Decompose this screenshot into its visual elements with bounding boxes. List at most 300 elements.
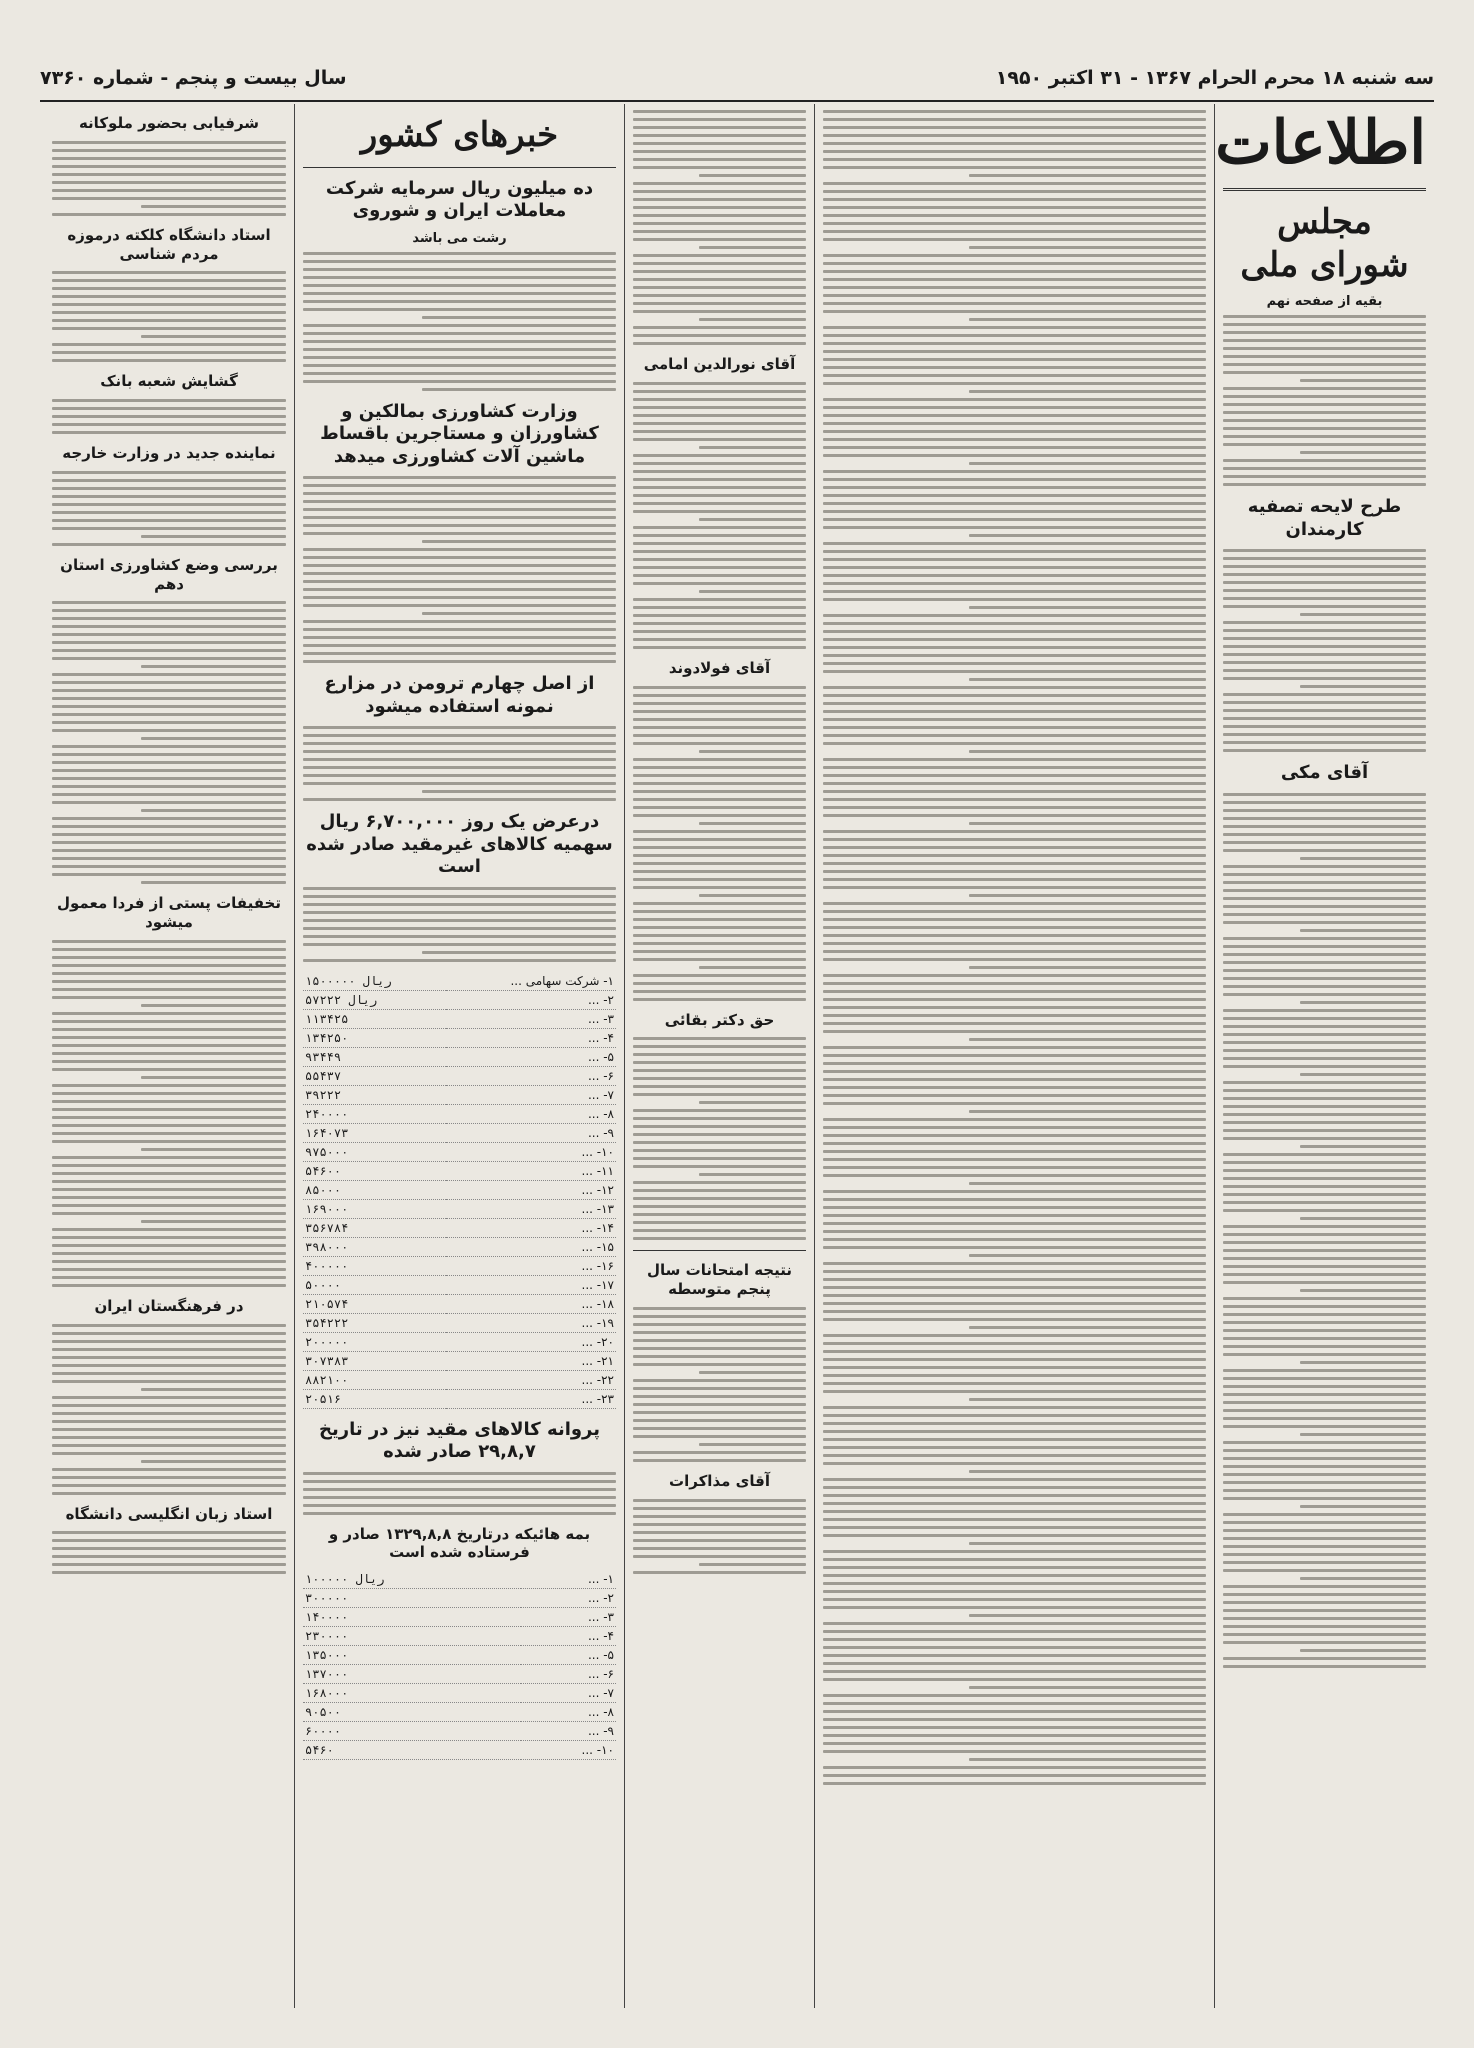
text-line: [823, 1238, 1206, 1241]
text-line: [633, 1499, 806, 1502]
text-line: [823, 262, 1206, 265]
text-line: [1223, 669, 1426, 672]
text-line: [823, 286, 1206, 289]
text-line: [823, 294, 1206, 297]
text-line: [1223, 905, 1426, 908]
text-line: [823, 974, 1206, 977]
text-line: [52, 777, 286, 780]
text-line: [1223, 969, 1426, 972]
row-label: ۷- ...: [521, 1684, 616, 1703]
article-body: [633, 1307, 806, 1462]
text-line: [823, 1118, 1206, 1121]
text-line: [633, 414, 806, 417]
row-value: ۳۹۸۰۰۰: [303, 1237, 446, 1256]
row-value: ۹۷۵۰۰۰: [303, 1142, 446, 1161]
text-line: [823, 630, 1206, 633]
text-line: [303, 903, 616, 906]
text-line: [141, 1388, 286, 1391]
table-row: [303, 1085, 616, 1104]
text-line: [633, 342, 806, 345]
text-line: [823, 1294, 1206, 1297]
headline-mr-makki: آقای مکی: [1280, 762, 1369, 783]
table-row: [303, 1370, 616, 1389]
text-line: [633, 1539, 806, 1542]
text-line: [1223, 597, 1426, 600]
text-line: [823, 598, 1206, 601]
text-line: [52, 1172, 286, 1175]
text-line: [1223, 467, 1426, 470]
text-line: [52, 181, 286, 184]
text-line: [633, 494, 806, 497]
text-line: [633, 942, 806, 945]
text-line: [823, 1782, 1206, 1785]
table-row: [303, 1199, 616, 1218]
text-line: [823, 1678, 1206, 1681]
row-value: ۳۹۲۲۲: [303, 1085, 446, 1104]
text-line: [52, 407, 286, 410]
divider: [303, 167, 616, 168]
table-row: [303, 1047, 616, 1066]
text-line: [823, 686, 1206, 689]
text-line: [633, 614, 806, 617]
text-line: [1223, 1553, 1426, 1556]
row-label: ۱۳- ...: [446, 1199, 616, 1218]
text-line: [969, 390, 1206, 393]
text-line: [52, 351, 286, 354]
text-line: [633, 886, 806, 889]
text-line: [823, 1174, 1206, 1177]
text-line: [633, 718, 806, 721]
text-line: [52, 343, 286, 346]
text-line: [823, 1606, 1206, 1609]
text-line: [1300, 929, 1426, 932]
headline-agriculture-tenth: بررسی وضع کشاورزی استان دهم: [60, 555, 278, 593]
table-row: [303, 1066, 616, 1085]
text-line: [1223, 1609, 1426, 1612]
row-label: ۲۱- ...: [446, 1351, 616, 1370]
text-line: [823, 582, 1206, 585]
text-line: [823, 1270, 1206, 1273]
text-line: [633, 926, 806, 929]
text-line: [1223, 411, 1426, 414]
text-line: [303, 556, 616, 559]
quota-table: [303, 972, 616, 1409]
row-label: ۶- ...: [446, 1066, 616, 1085]
text-line: [52, 173, 286, 176]
text-line: [823, 1574, 1206, 1577]
text-line: [633, 166, 806, 169]
text-line: [1223, 937, 1426, 940]
text-line: [52, 964, 286, 967]
text-line: [633, 1141, 806, 1144]
text-line: [633, 1523, 806, 1526]
text-line: [969, 1614, 1206, 1617]
text-line: [52, 1060, 286, 1063]
text-line: [1223, 1313, 1426, 1316]
row-label: ۵- ...: [521, 1646, 616, 1665]
text-line: [1223, 1241, 1426, 1244]
text-line: [1223, 841, 1426, 844]
row-value: ۱۳۵۰۰۰: [303, 1646, 521, 1665]
text-line: [303, 911, 616, 914]
row-label: ۱۲- ...: [446, 1180, 616, 1199]
text-line: [141, 737, 286, 740]
text-line: [1223, 1041, 1426, 1044]
text-line: [633, 310, 806, 313]
text-line: [823, 486, 1206, 489]
text-line: [52, 753, 286, 756]
headline-calcutta: استاد دانشگاه کلکته درموزه مردم شناسی: [67, 225, 271, 263]
text-line: [141, 1004, 286, 1007]
text-line: [1223, 1449, 1426, 1452]
text-line: [52, 1092, 286, 1095]
text-line: [633, 1205, 806, 1208]
text-line: [633, 1221, 806, 1224]
text-line: [52, 543, 286, 546]
text-line: [823, 326, 1206, 329]
text-line: [1223, 1465, 1426, 1468]
text-line: [633, 630, 806, 633]
text-line: [303, 919, 616, 922]
text-line: [633, 1157, 806, 1160]
text-line: [823, 886, 1206, 889]
text-line: [303, 636, 616, 639]
text-line: [823, 1718, 1206, 1721]
text-line: [633, 510, 806, 513]
text-line: [633, 998, 806, 1001]
text-line: [52, 1020, 286, 1023]
text-line: [52, 1228, 286, 1231]
table-row: [303, 990, 616, 1009]
text-line: [699, 1563, 806, 1566]
text-line: [823, 454, 1206, 457]
row-label: ۸- ...: [521, 1703, 616, 1722]
text-line: [633, 1197, 806, 1200]
text-line: [1223, 1153, 1426, 1156]
text-line: [633, 974, 806, 977]
text-line: [823, 1558, 1206, 1561]
text-line: [633, 814, 806, 817]
headline-point-four: از اصل چهارم ترومن در مزارع نمونه استفاده میشود: [324, 673, 595, 717]
column-continuation: [814, 104, 1214, 2008]
text-line: [52, 1260, 286, 1263]
text-line: [52, 423, 286, 426]
table-row: [303, 1389, 616, 1408]
text-line: [1300, 1505, 1426, 1508]
table-row: [303, 1722, 616, 1741]
row-value: ۱۵۰۰۰۰۰ ریال: [303, 972, 446, 991]
text-line: [823, 366, 1206, 369]
text-line: [1223, 1585, 1426, 1588]
text-line: [633, 406, 806, 409]
row-value: ۱۶۴۰۷۳: [303, 1123, 446, 1142]
text-line: [1223, 1009, 1426, 1012]
text-line: [969, 1254, 1206, 1257]
text-line: [969, 678, 1206, 681]
article-body: [303, 1472, 616, 1515]
text-line: [823, 206, 1206, 209]
headline-trade-company: ده میلیون ریال سرمایه شرکت معاملات ایران و شوروی: [325, 177, 594, 221]
text-line: [52, 519, 286, 522]
article-body: [633, 1499, 806, 1574]
row-value: ۱۳۴۲۵۰: [303, 1028, 446, 1047]
text-line: [1223, 1545, 1426, 1548]
text-line: [1223, 1321, 1426, 1324]
text-line: [823, 222, 1206, 225]
text-line: [823, 798, 1206, 801]
text-line: [141, 881, 286, 884]
text-line: [823, 1534, 1206, 1537]
row-label: ۳- ...: [521, 1608, 616, 1627]
text-line: [1223, 993, 1426, 996]
text-line: [823, 502, 1206, 505]
text-line: [823, 862, 1206, 865]
text-line: [823, 830, 1206, 833]
text-line: [823, 574, 1206, 577]
text-line: [52, 1188, 286, 1191]
row-value: ۸۵۰۰۰: [303, 1180, 446, 1199]
text-line: [823, 838, 1206, 841]
text-line: [823, 1750, 1206, 1753]
text-line: [52, 1340, 286, 1343]
text-line: [633, 286, 806, 289]
text-line: [52, 689, 286, 692]
text-line: [823, 1734, 1206, 1737]
text-line: [823, 422, 1206, 425]
text-line: [52, 729, 286, 732]
text-line: [823, 1070, 1206, 1073]
text-line: [52, 1364, 286, 1367]
text-line: [1223, 1561, 1426, 1564]
text-line: [823, 1142, 1206, 1145]
text-line: [1300, 1577, 1426, 1580]
text-line: [1223, 1441, 1426, 1444]
text-line: [823, 1646, 1206, 1649]
text-line: [1223, 355, 1426, 358]
text-line: [823, 854, 1206, 857]
text-line: [1223, 1185, 1426, 1188]
text-line: [303, 1512, 616, 1515]
text-line: [699, 1173, 806, 1176]
text-line: [422, 790, 616, 793]
text-line: [52, 1547, 286, 1550]
table-row: [303, 1180, 616, 1199]
article-body: [303, 726, 616, 801]
text-line: [52, 1244, 286, 1247]
text-line: [633, 878, 806, 881]
text-line: [52, 996, 286, 999]
text-line: [823, 718, 1206, 721]
text-line: [1223, 1345, 1426, 1348]
text-line: [1223, 637, 1426, 640]
text-line: [1223, 809, 1426, 812]
text-line: [823, 1510, 1206, 1513]
text-line: [823, 1222, 1206, 1225]
text-line: [823, 670, 1206, 673]
text-line: [633, 230, 806, 233]
text-line: [823, 1454, 1206, 1457]
text-line: [52, 1180, 286, 1183]
text-line: [1223, 1521, 1426, 1524]
article-body: [52, 399, 286, 434]
text-line: [52, 697, 286, 700]
text-line: [823, 766, 1206, 769]
text-line: [52, 1044, 286, 1047]
text-line: [1223, 661, 1426, 664]
row-value: ۵۰۰۰۰: [303, 1275, 446, 1294]
text-line: [52, 972, 286, 975]
text-line: [303, 1504, 616, 1507]
text-line: [52, 1028, 286, 1031]
text-line: [699, 590, 806, 593]
text-line: [1223, 961, 1426, 964]
text-line: [699, 246, 806, 249]
text-line: [633, 1181, 806, 1184]
table-row: [303, 1009, 616, 1028]
text-line: [52, 673, 286, 676]
row-label: ۹- ...: [521, 1722, 616, 1741]
text-line: [52, 1108, 286, 1111]
text-line: [1223, 701, 1426, 704]
text-line: [823, 1014, 1206, 1017]
row-value: ۹۳۴۴۹: [303, 1047, 446, 1066]
text-line: [52, 793, 286, 796]
text-line: [633, 598, 806, 601]
text-line: [303, 332, 616, 335]
text-line: [633, 1229, 806, 1232]
text-line: [823, 166, 1206, 169]
text-line: [823, 1422, 1206, 1425]
text-line: [633, 638, 806, 641]
headline-bank-branch: گشایش شعبه بانک: [100, 372, 238, 391]
text-line: [823, 1446, 1206, 1449]
text-line: [633, 222, 806, 225]
text-line: [823, 1198, 1206, 1201]
text-line: [823, 182, 1206, 185]
text-line: [1300, 1433, 1426, 1436]
text-line: [633, 110, 806, 113]
text-line: [52, 801, 286, 804]
text-line: [699, 518, 806, 521]
table-row: [303, 1123, 616, 1142]
row-label: ۶- ...: [521, 1665, 616, 1684]
row-value: ۵۴۶۰: [303, 1741, 521, 1760]
text-line: [52, 609, 286, 612]
text-line: [1223, 1281, 1426, 1284]
text-line: [633, 1061, 806, 1064]
text-line: [52, 940, 286, 943]
text-line: [823, 1214, 1206, 1217]
text-line: [52, 633, 286, 636]
text-line: [1223, 801, 1426, 804]
text-line: [303, 927, 616, 930]
row-label: ۱۱- ...: [446, 1161, 616, 1180]
article-body: [303, 476, 616, 663]
text-line: [633, 430, 806, 433]
row-value: ۱۶۸۰۰۰: [303, 1684, 521, 1703]
text-line: [1223, 371, 1426, 374]
text-line: [823, 1630, 1206, 1633]
text-line: [633, 1331, 806, 1334]
text-line: [52, 1140, 286, 1143]
text-line: [1300, 1361, 1426, 1364]
text-line: [699, 1371, 806, 1374]
text-line: [52, 681, 286, 684]
text-line: [823, 1414, 1206, 1417]
text-line: [633, 1213, 806, 1216]
text-line: [823, 646, 1206, 649]
text-line: [823, 1566, 1206, 1569]
text-line: [633, 846, 806, 849]
text-line: [633, 462, 806, 465]
text-line: [1223, 1457, 1426, 1460]
row-value: ۹۰۵۰۰: [303, 1703, 521, 1722]
article-body: [1223, 315, 1426, 486]
text-line: [823, 1342, 1206, 1345]
text-line: [823, 1438, 1206, 1441]
text-line: [633, 1427, 806, 1430]
text-line: [823, 1102, 1206, 1105]
text-line: [303, 572, 616, 575]
issue-date: سه شنبه ۱۸ محرم الحرام ۱۳۶۷ - ۳۱ اکتبر ۱۹۵۰: [995, 67, 1434, 89]
article-body: [1223, 549, 1426, 752]
text-line: [1223, 1297, 1426, 1300]
text-line: [422, 612, 616, 615]
text-line: [303, 660, 616, 663]
text-line: [1223, 347, 1426, 350]
text-line: [969, 822, 1206, 825]
text-line: [1223, 1409, 1426, 1412]
text-line: [633, 118, 806, 121]
text-line: [1223, 1593, 1426, 1596]
text-line: [633, 1315, 806, 1318]
text-line: [1300, 1649, 1426, 1652]
text-line: [303, 276, 616, 279]
row-value: ۱۶۹۰۰۰: [303, 1199, 446, 1218]
text-line: [823, 1134, 1206, 1137]
text-line: [1223, 1121, 1426, 1124]
text-line: [633, 1339, 806, 1342]
text-line: [52, 833, 286, 836]
text-line: [823, 942, 1206, 945]
text-line: [633, 422, 806, 425]
column-country-news: [294, 104, 624, 2008]
text-line: [699, 446, 806, 449]
text-line: [1223, 653, 1426, 656]
text-line: [1223, 403, 1426, 406]
text-line: [52, 1468, 286, 1471]
text-line: [823, 1094, 1206, 1097]
text-line: [1300, 1145, 1426, 1148]
text-line: [633, 198, 806, 201]
text-line: [969, 1182, 1206, 1185]
text-line: [52, 761, 286, 764]
text-line: [52, 487, 286, 490]
text-line: [823, 150, 1206, 153]
text-line: [1223, 323, 1426, 326]
row-label: ۲۲- ...: [446, 1370, 616, 1389]
text-line: [1223, 1089, 1426, 1092]
text-line: [699, 750, 806, 753]
text-line: [633, 454, 806, 457]
row-value: ۵۵۴۳۷: [303, 1066, 446, 1085]
row-value: ۲۱۰۵۷۴: [303, 1294, 446, 1313]
text-line: [633, 606, 806, 609]
text-line: [699, 1443, 806, 1446]
text-line: [633, 902, 806, 905]
row-label: ۵- ...: [446, 1047, 616, 1066]
table-row: [303, 1627, 616, 1646]
